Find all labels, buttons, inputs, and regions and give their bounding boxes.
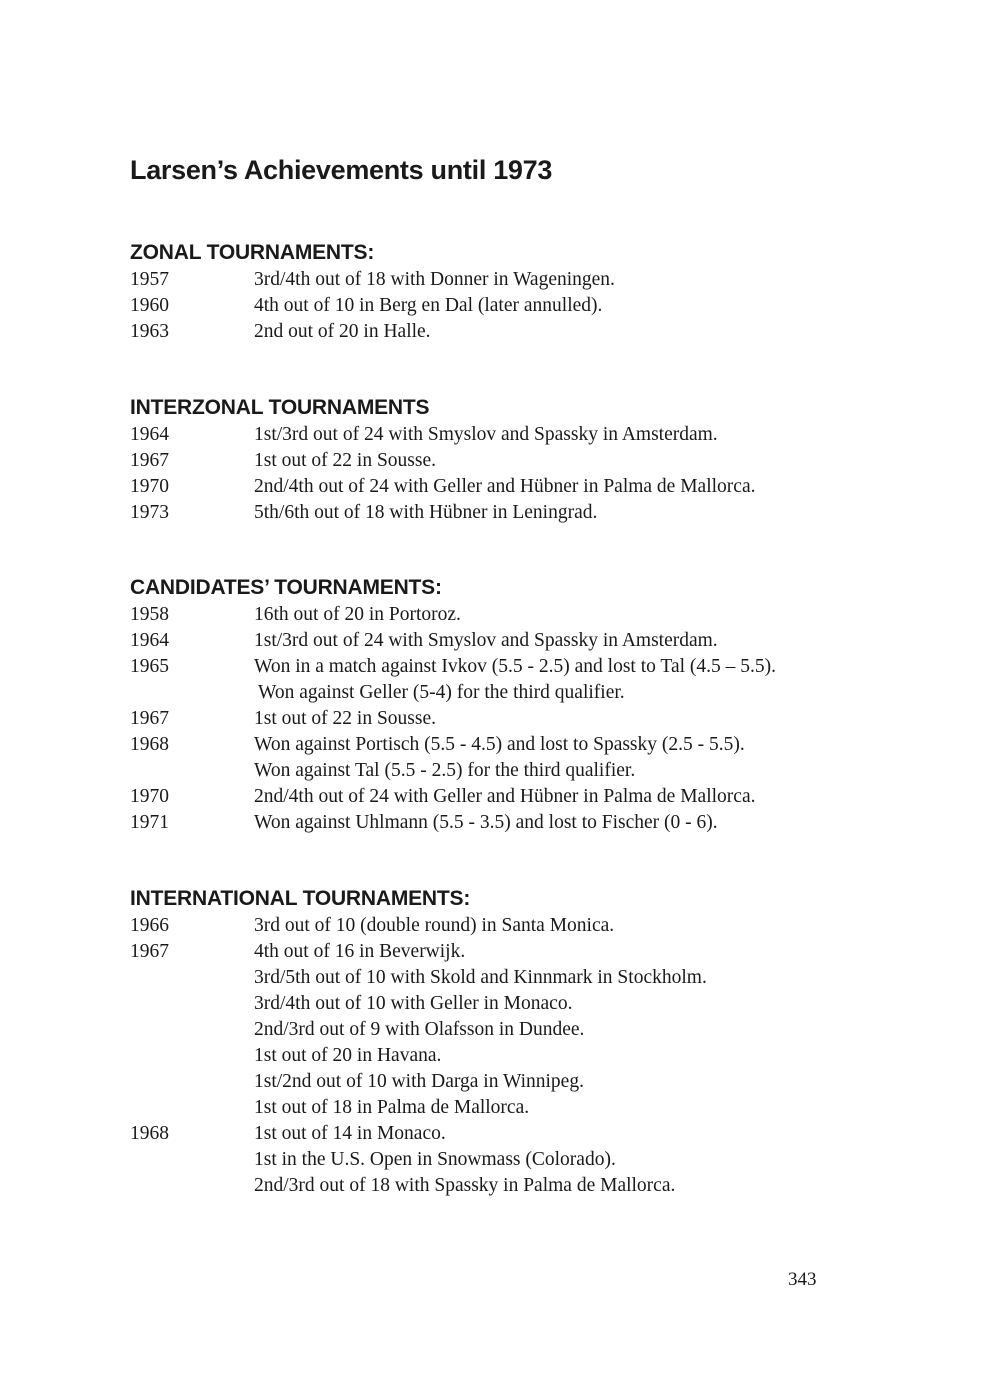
result-row [130, 784, 890, 810]
result-row [130, 939, 890, 965]
result-year [130, 680, 254, 706]
result-year: 1964 [130, 630, 169, 651]
result-year: 1971 [130, 812, 169, 833]
result-row [130, 474, 890, 500]
result-year: 1958 [130, 604, 169, 625]
result-year: 1970 [130, 476, 169, 497]
result-year: 1968 [130, 734, 169, 755]
result-row [130, 706, 890, 732]
result-row [130, 913, 890, 939]
section-international-tournaments [130, 885, 890, 1199]
result-text: 2nd/3rd out of 18 with Spassky in Palma de Mallorca. [254, 1175, 676, 1196]
result-year: 1964 [130, 424, 169, 445]
result-text: Won in a match against Ivkov (5.5 - 2.5) and lost to Tal (4.5 – 5.5). [254, 656, 777, 677]
result-row [130, 991, 890, 1017]
result-year: 1960 [130, 295, 169, 316]
results-list [130, 602, 890, 836]
result-text: 4th out of 10 in Berg en Dal (later annulled). [254, 295, 603, 316]
section-heading: INTERZONAL TOURNAMENTS [130, 396, 430, 419]
result-row [130, 448, 890, 474]
result-text: 1st/2nd out of 10 with Darga in Winnipeg. [254, 1071, 584, 1092]
result-year: 1968 [130, 1123, 169, 1144]
results-list [130, 267, 890, 345]
result-row [130, 500, 890, 526]
page-number: 343 [788, 1269, 817, 1290]
section-heading: ZONAL TOURNAMENTS: [130, 241, 375, 264]
result-text: 5th/6th out of 18 with Hübner in Leningrad. [254, 502, 598, 523]
section-candidates-tournaments [130, 574, 890, 836]
section-zonal-tournaments [130, 239, 890, 345]
result-year: 1963 [130, 321, 169, 342]
result-year [130, 758, 254, 784]
result-row [130, 602, 890, 628]
result-year [130, 1147, 254, 1173]
page-title: Larsen’s Achievements until 1973 [130, 155, 553, 185]
result-text: 16th out of 20 in Portoroz. [254, 604, 461, 625]
result-text: 1st out of 18 in Palma de Mallorca. [254, 1097, 530, 1118]
result-row [130, 1017, 890, 1043]
result-year: 1957 [130, 269, 169, 290]
result-year: 1967 [130, 941, 169, 962]
result-year [130, 1043, 254, 1069]
section-interzonal-tournaments [130, 394, 890, 526]
result-text: 3rd/4th out of 18 with Donner in Wageningen. [254, 269, 615, 290]
result-year [130, 991, 254, 1017]
result-row [130, 1173, 890, 1199]
result-year: 1966 [130, 915, 169, 936]
result-text: Won against Tal (5.5 - 2.5) for the third qualifier. [254, 760, 636, 781]
result-text: 3rd/4th out of 10 with Geller in Monaco. [254, 993, 573, 1014]
result-year [130, 1173, 254, 1199]
results-list [130, 422, 890, 526]
result-row [130, 319, 890, 345]
result-text: Won against Uhlmann (5.5 - 3.5) and lost to Fischer (0 - 6). [254, 812, 718, 833]
result-text: 3rd out of 10 (double round) in Santa Monica. [254, 915, 615, 936]
result-year: 1967 [130, 450, 169, 471]
result-year: 1973 [130, 502, 169, 523]
result-row [130, 680, 890, 706]
result-text: 2nd/4th out of 24 with Geller and Hübner in Palma de Mallorca. [254, 476, 756, 497]
result-text: 1st/3rd out of 24 with Smyslov and Spassky in Amsterdam. [254, 630, 718, 651]
result-year [130, 1095, 254, 1121]
result-row [130, 810, 890, 836]
result-text: 1st out of 20 in Havana. [254, 1045, 442, 1066]
result-row [130, 267, 890, 293]
result-text: 2nd/4th out of 24 with Geller and Hübner in Palma de Mallorca. [254, 786, 756, 807]
results-list [130, 913, 890, 1199]
result-row [130, 1095, 890, 1121]
result-row [130, 1121, 890, 1147]
result-row [130, 422, 890, 448]
result-text: 4th out of 16 in Beverwijk. [254, 941, 466, 962]
result-text: Won against Portisch (5.5 - 4.5) and lost to Spassky (2.5 - 5.5). [254, 734, 745, 755]
result-year [130, 965, 254, 991]
result-text: 1st in the U.S. Open in Snowmass (Colorado). [254, 1149, 616, 1170]
result-text: 1st out of 14 in Monaco. [254, 1123, 446, 1144]
result-row [130, 293, 890, 319]
result-row [130, 654, 890, 680]
result-row [130, 1069, 890, 1095]
result-text: Won against Geller (5-4) for the third qualifier. [258, 682, 625, 703]
result-row [130, 628, 890, 654]
section-heading: CANDIDATES’ TOURNAMENTS: [130, 576, 442, 599]
result-text: 1st/3rd out of 24 with Smyslov and Spassky in Amsterdam. [254, 424, 718, 445]
result-text: 2nd out of 20 in Halle. [254, 321, 431, 342]
result-row [130, 1147, 890, 1173]
result-year: 1965 [130, 656, 169, 677]
result-row [130, 758, 890, 784]
result-text: 3rd/5th out of 10 with Skold and Kinnmark in Stockholm. [254, 967, 707, 988]
result-row [130, 965, 890, 991]
result-text: 1st out of 22 in Sousse. [254, 450, 437, 471]
result-text: 1st out of 22 in Sousse. [254, 708, 437, 729]
result-year [130, 1017, 254, 1043]
result-year: 1970 [130, 786, 169, 807]
result-year: 1967 [130, 708, 169, 729]
section-heading: INTERNATIONAL TOURNAMENTS: [130, 887, 471, 910]
result-year [130, 1069, 254, 1095]
result-row [130, 1043, 890, 1069]
result-text: 2nd/3rd out of 9 with Olafsson in Dundee. [254, 1019, 585, 1040]
result-row [130, 732, 890, 758]
